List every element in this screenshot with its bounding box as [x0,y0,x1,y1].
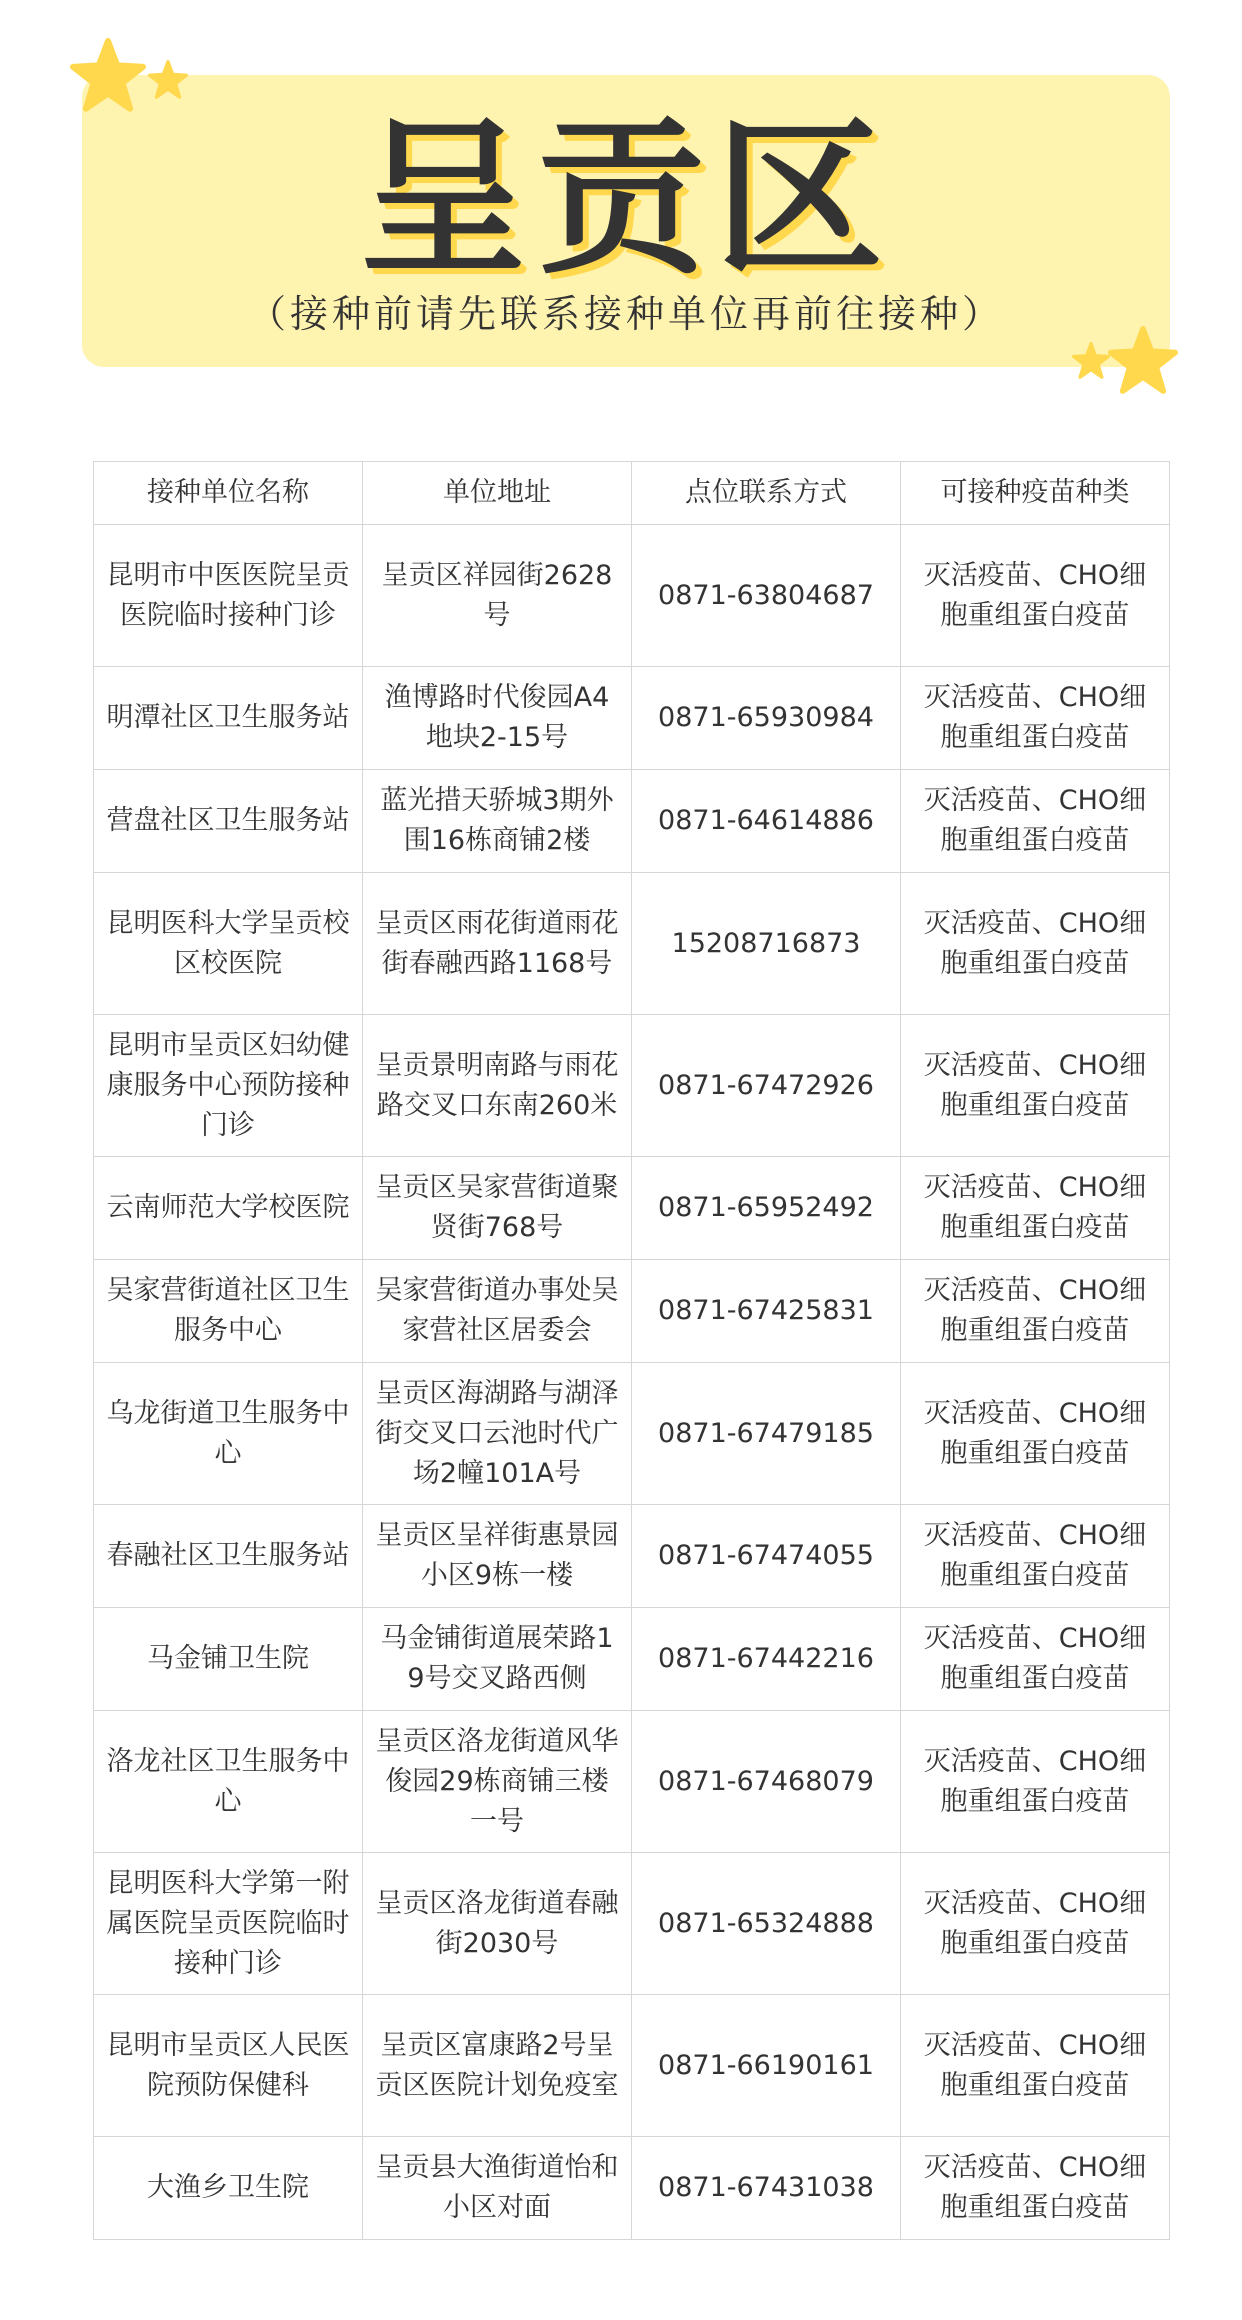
site-name: 昆明市呈贡区人民医院预防保健科 [94,1995,363,2137]
site-vaccine: 灭活疫苗、CHO细胞重组蛋白疫苗 [901,1363,1170,1505]
table-row [94,1608,1170,1711]
site-name: 昆明医科大学第一附属医院呈贡医院临时接种门诊 [94,1853,363,1995]
table-row [94,1015,1170,1157]
table-row [94,1853,1170,1995]
site-phone: 0871-67425831 [632,1260,901,1363]
site-address: 呈贡区雨花街道雨花街春融西路1168号 [363,873,632,1015]
table-row [94,1363,1170,1505]
table-row [94,2137,1170,2240]
site-name: 马金铺卫生院 [94,1608,363,1711]
site-name: 明潭社区卫生服务站 [94,667,363,770]
star-icon [1072,342,1110,380]
site-address: 呈贡区洛龙街道春融街2030号 [363,1853,632,1995]
site-name: 云南师范大学校医院 [94,1157,363,1260]
site-name: 吴家营街道社区卫生服务中心 [94,1260,363,1363]
site-name: 昆明市中医医院呈贡医院临时接种门诊 [94,525,363,667]
site-address: 渔博路时代俊园A4地块2-15号 [363,667,632,770]
site-address: 呈贡区呈祥街惠景园小区9栋一楼 [363,1505,632,1608]
site-phone: 0871-67479185 [632,1363,901,1505]
site-name: 洛龙社区卫生服务中心 [94,1711,363,1853]
site-address: 吴家营街道办事处吴家营社区居委会 [363,1260,632,1363]
page-subtitle: （接种前请先联系接种单位再前往接种） [247,292,1004,336]
site-phone: 0871-67474055 [632,1505,901,1608]
site-address: 马金铺街道展荣路19号交叉路西侧 [363,1608,632,1711]
site-phone: 0871-67431038 [632,2137,901,2240]
site-vaccine: 灭活疫苗、CHO细胞重组蛋白疫苗 [901,1853,1170,1995]
site-vaccine: 灭活疫苗、CHO细胞重组蛋白疫苗 [901,525,1170,667]
site-vaccine: 灭活疫苗、CHO细胞重组蛋白疫苗 [901,770,1170,873]
site-address: 呈贡县大渔街道怡和小区对面 [363,2137,632,2240]
page-title: 呈贡区 [359,101,893,297]
table-row [94,770,1170,873]
column-header-vaccine: 可接种疫苗种类 [901,462,1170,525]
site-vaccine: 灭活疫苗、CHO细胞重组蛋白疫苗 [901,667,1170,770]
site-vaccine: 灭活疫苗、CHO细胞重组蛋白疫苗 [901,1995,1170,2137]
table-row [94,1505,1170,1608]
site-name: 乌龙街道卫生服务中心 [94,1363,363,1505]
star-icon [70,38,146,114]
site-phone: 0871-67468079 [632,1711,901,1853]
site-phone: 0871-65930984 [632,667,901,770]
site-name: 春融社区卫生服务站 [94,1505,363,1608]
site-phone: 0871-67472926 [632,1015,901,1157]
star-icon [1108,326,1178,396]
table-row [94,1260,1170,1363]
site-address: 呈贡区吴家营街道聚贤街768号 [363,1157,632,1260]
star-icon [148,60,188,100]
table-row [94,667,1170,770]
table-row [94,1157,1170,1260]
site-vaccine: 灭活疫苗、CHO细胞重组蛋白疫苗 [901,873,1170,1015]
site-name: 昆明医科大学呈贡校区校医院 [94,873,363,1015]
site-name: 营盘社区卫生服务站 [94,770,363,873]
site-vaccine: 灭活疫苗、CHO细胞重组蛋白疫苗 [901,1260,1170,1363]
site-phone: 15208716873 [632,873,901,1015]
site-vaccine: 灭活疫苗、CHO细胞重组蛋白疫苗 [901,1015,1170,1157]
column-header-phone: 点位联系方式 [632,462,901,525]
site-name: 大渔乡卫生院 [94,2137,363,2240]
table-row [94,873,1170,1015]
site-phone: 0871-65324888 [632,1853,901,1995]
site-phone: 0871-64614886 [632,770,901,873]
site-address: 呈贡景明南路与雨花路交叉口东南260米 [363,1015,632,1157]
site-address: 呈贡区海湖路与湖泽街交叉口云池时代广场2幢101A号 [363,1363,632,1505]
site-vaccine: 灭活疫苗、CHO细胞重组蛋白疫苗 [901,1608,1170,1711]
site-vaccine: 灭活疫苗、CHO细胞重组蛋白疫苗 [901,1505,1170,1608]
table-header-row [94,462,1170,525]
vaccination-sites-table [93,461,1170,2240]
table-row [94,1995,1170,2137]
site-phone: 0871-67442216 [632,1608,901,1711]
site-address: 蓝光措天骄城3期外围16栋商铺2楼 [363,770,632,873]
site-vaccine: 灭活疫苗、CHO细胞重组蛋白疫苗 [901,1157,1170,1260]
site-phone: 0871-63804687 [632,525,901,667]
site-phone: 0871-65952492 [632,1157,901,1260]
site-address: 呈贡区洛龙街道风华俊园29栋商铺三楼一号 [363,1711,632,1853]
column-header-address: 单位地址 [363,462,632,525]
site-vaccine: 灭活疫苗、CHO细胞重组蛋白疫苗 [901,1711,1170,1853]
site-vaccine: 灭活疫苗、CHO细胞重组蛋白疫苗 [901,2137,1170,2240]
header-banner [82,75,1170,367]
table-row [94,525,1170,667]
column-header-name: 接种单位名称 [94,462,363,525]
site-address: 呈贡区富康路2号呈贡区医院计划免疫室 [363,1995,632,2137]
site-phone: 0871-66190161 [632,1995,901,2137]
site-name: 昆明市呈贡区妇幼健康服务中心预防接种门诊 [94,1015,363,1157]
site-address: 呈贡区祥园街2628号 [363,525,632,667]
table-row [94,1711,1170,1853]
